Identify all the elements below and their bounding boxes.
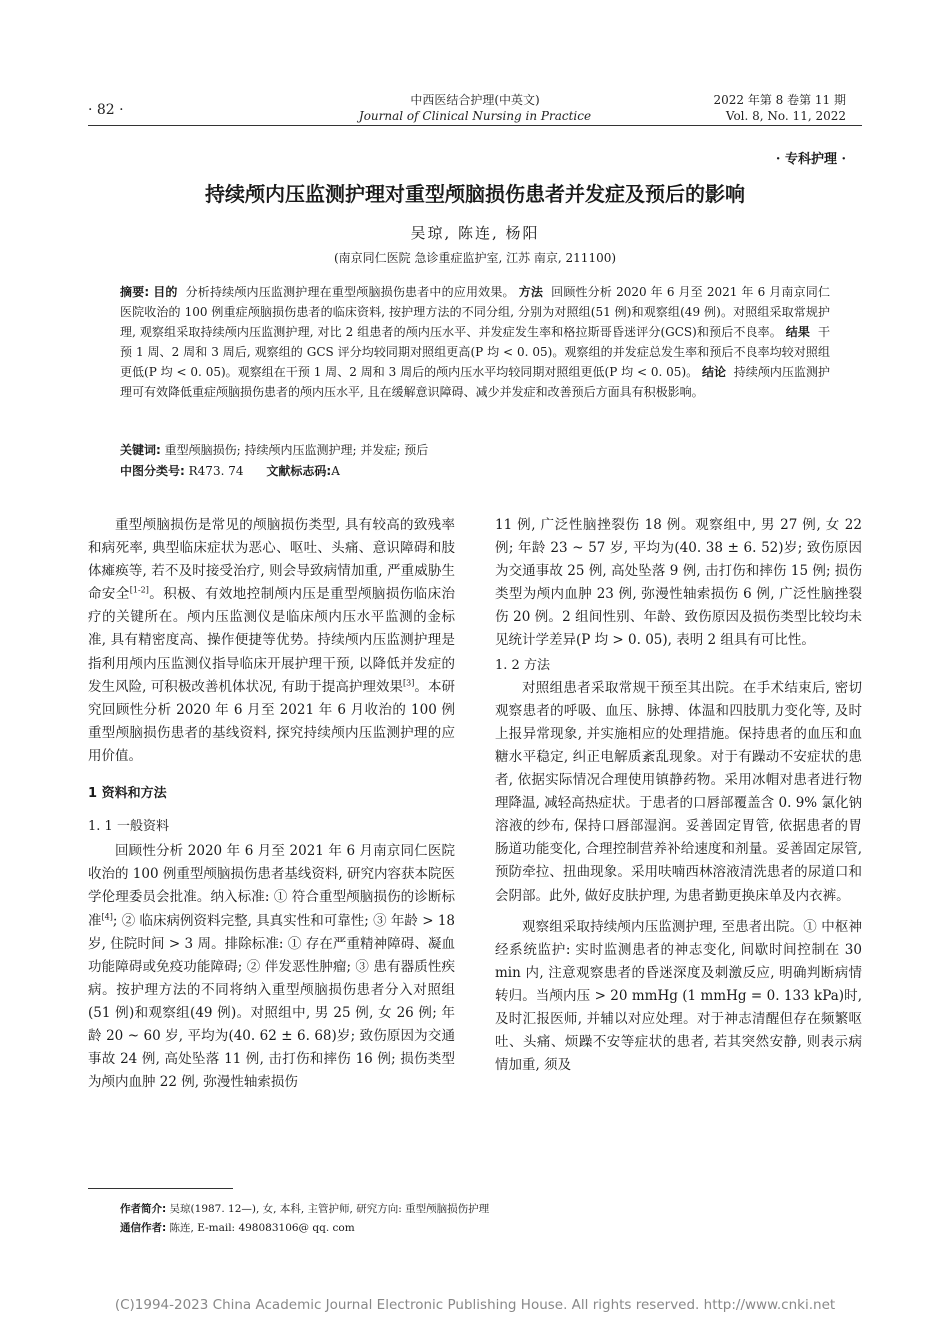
- citation: [1-2]: [129, 585, 149, 595]
- correspondence-text: 陈连, E-mail: 498083106@ qq. com: [169, 1222, 355, 1234]
- general-data-text-b: ; ② 临床病例资料完整, 具真实性和可靠性; ③ 年龄 > 18 岁, 住院时间 > 3 周。排除标准: ① 存在严重精神障碍、凝血功能障碍或免疫功能障碍; ② 伴发恶性肿瘤; ③ 患有器质性疾病。按护理方法的不同将纳入重型颅脑损伤患者分入对照组(51 例)和观察组(49 例)。对照组中, 男 25 例, 女 26 例; 年龄 20 ~ 60 岁, 平均为(40. 62 ± 6. 68)岁; 致伤原因为交通事故 24 例, 高处坠落 11 例, 击打伤和摔伤 16 例; 损伤类型为颅内血肿 22 例, 弥漫性轴索损伤: [88, 912, 456, 1091]
- keywords: [120, 440, 830, 460]
- section-tag: · 专科护理 ·: [775, 152, 846, 167]
- paragraph-control-group: 对照组患者采取常规干预至其出院。在手术结束后, 密切观察患者的呼吸、血压、脉搏、体温和四肢肌力变化等, 及时上报异常现象, 并实施相应的处理措施。保持患者的血压和血糖水平稳定, 纠正电解质紊乱现象。对于有躁动不安症状的患者, 依据实际情况合理使用镇静药物。采用冰帽对患者进行物理降温, 减轻高热症状。于患者的口唇部覆盖含 0. 9% 氯化钠溶液的纱布, 保持口唇部湿润。妥善固定胃管, 依据患者的胃肠道功能变化, 合理控制营养补给速度和剂量。妥善固定尿管, 预防牵拉、扭曲现象。采用呋喃西林溶液清洗患者的尿道口和会阴部。此外, 做好皮肤护理, 为患者勤更换床单及内衣裤。: [495, 679, 862, 904]
- footnote-rule: [88, 1188, 233, 1189]
- objective-label: 目的: [153, 285, 178, 299]
- intro-text-a: 重型颅脑损伤是常见的颅脑损伤类型, 具有较高的致残率和病死率, 典型临床症状为恶心、呕吐、头痛、意识障碍和肢体瘫痪等, 若不及时接受治疗, 则会导致病情加重, 严重威胁生命安全: [88, 517, 455, 603]
- subsection-heading: 1. 1 一般资料: [88, 819, 169, 835]
- abstract: [120, 282, 830, 402]
- header-rule: [88, 125, 862, 126]
- methods-label: 方法: [518, 285, 544, 299]
- author-footnote: [120, 1201, 820, 1217]
- page-number: · 82 ·: [88, 102, 124, 118]
- correspondence-label: 通信作者:: [120, 1222, 167, 1234]
- intro-text-b: 。积极、有效地控制颅内压是重型颅脑损伤临床治疗的关键所在。颅内压监测仪是临床颅内压水平监测的金标准, 具有精密度高、操作便捷等优势。持续颅内压监测护理是指利用颅内压监测仪指导临床开展护理干预, 以降低并发症的发生风险, 可积极改善机体状况, 有助于提高护理效果: [88, 586, 456, 695]
- section-heading: 1 资料和方法: [88, 786, 167, 802]
- affiliation: (南京同仁医院 急诊重症监护室, 江苏 南京, 211100): [333, 251, 617, 265]
- doc-code-value: A: [331, 464, 340, 478]
- author-text: 吴琼(1987. 12—), 女, 本科, 主管护师, 研究方向: 重型颅脑损伤护理: [169, 1203, 490, 1215]
- results-label: 结果: [785, 325, 811, 339]
- right-column: [495, 514, 862, 1077]
- author-label: 作者简介:: [120, 1203, 167, 1215]
- doc-code-label: 文献标志码:: [266, 464, 332, 478]
- journal-name-en: Journal of Clinical Nursing in Practice: [358, 109, 592, 123]
- general-data-text-a: 回顾性分析 2020 年 6 月至 2021 年 6 月南京同仁医院收治的 100 例重型颅脑损伤患者基线资料, 研究内容获本院医学伦理委员会批准。纳入标准: ① 符合重型颅脑损伤的诊断标准: [88, 843, 455, 929]
- paragraph-general-data-cont: 11 例, 广泛性脑挫裂伤 18 例。观察组中, 男 27 例, 女 22 例; 年龄 23 ~ 57 岁, 平均为(40. 38 ± 6. 52)岁; 致伤原因为交通事故 25 例, 高处坠落 9 例, 击打伤和摔伤 15 例; 损伤类型为颅内血肿 23 例, 弥漫性轴索损伤 6 例, 广泛性脑挫裂伤 20 例。2 组间性别、年龄、致伤原因及损伤类型比较均未见统计学差异(P 均 > 0. 05), 表明 2 组具有可比性。: [495, 517, 862, 649]
- correspondence-footnote: [120, 1220, 820, 1236]
- copyright-watermark: (C)1994-2023 China Academic Journal Electronic Publishing House. All rights reserved. http://www.cnki.net: [114, 1297, 836, 1313]
- conclusion-label: 结论: [702, 365, 727, 379]
- objective-text: 分析持续颅内压监测护理在重型颅脑损伤患者中的应用效果。: [185, 285, 515, 299]
- intro-paragraph: [88, 514, 455, 768]
- results-text: 干预 1 周、2 周和 3 周后, 观察组的 GCS 评分均较同期对照组更高(P 均 < 0. 05)。观察组的并发症总发生率和预后不良率均较对照组更低(P 均 < 0. 05)。观察组在干预 1 周、2 周和 3 周后的颅内压水平均较同期对照组更低(P 均 < 0. 05)。: [120, 325, 830, 379]
- paragraph-observation-group: 观察组采取持续颅内压监测护理, 至患者出院。① 中枢神经系统监护: 实时监测患者的神志变化, 间歇时间控制在 30 min 内, 注意观察患者的昏迷深度及刺激反应, 明确判断病情转归。当颅内压 > 20 mmHg (1 mmHg = 0. 133 kPa)时, 及时汇报医师, 并辅以对应处理。对于神志清醒但存在频繁呕吐、头痛、烦躁不安等症状的患者, 若其突然安静, 则表示病情加重, 须及: [495, 918, 862, 1074]
- subsection-heading: 1. 2 方法: [495, 657, 550, 673]
- clc-value: R473. 74: [188, 464, 244, 478]
- conclusion-text: 持续颅内压监测护理可有效降低重症颅脑损伤患者的颅内压水平, 且在缓解意识障碍、减少并发症和改善预后方面具有积极影响。: [120, 365, 830, 399]
- paragraph-general-data: [88, 840, 455, 1094]
- intro-text-c: 。本研究回顾性分析 2020 年 6 月至 2021 年 6 月收治的 100 例重型颅脑损伤患者的基线资料, 探究持续颅内压监测护理的应用价值。: [88, 678, 456, 764]
- authors: 吴琼, 陈连, 杨阳: [410, 224, 540, 242]
- article-title: 持续颅内压监测护理对重型颅脑损伤患者并发症及预后的影响: [205, 182, 745, 206]
- journal-name-cn: 中西医结合护理(中英文): [410, 93, 540, 107]
- citation: [3]: [403, 678, 415, 688]
- issue-info-cn: 2022 年第 8 卷第 11 期: [713, 93, 846, 107]
- classification: [120, 461, 830, 481]
- keywords-text: 重型颅脑损伤; 持续颅内压监测护理; 并发症; 预后: [164, 443, 429, 457]
- journal-name: [300, 92, 650, 124]
- issue-info: [713, 92, 846, 124]
- clc-label: 中图分类号:: [120, 464, 185, 478]
- abstract-label: 摘要:: [120, 285, 150, 299]
- issue-info-en: Vol. 8, No. 11, 2022: [725, 109, 846, 123]
- keywords-label: 关键词:: [120, 443, 161, 457]
- methods-text: 回顾性分析 2020 年 6 月至 2021 年 6 月南京同仁医院收治的 100 例重症颅脑损伤患者的临床资料, 按护理方法的不同分组, 分别为对照组(51 例)和观察组(49 例)。对照组采取常规护理, 观察组采取持续颅内压监测护理, 对比 2 组患者的颅内压水平、并发症发生率和格拉斯哥昏迷评分(GCS)和预后不良率。: [120, 285, 830, 339]
- citation: [4]: [101, 912, 113, 921]
- left-column: [88, 514, 455, 1094]
